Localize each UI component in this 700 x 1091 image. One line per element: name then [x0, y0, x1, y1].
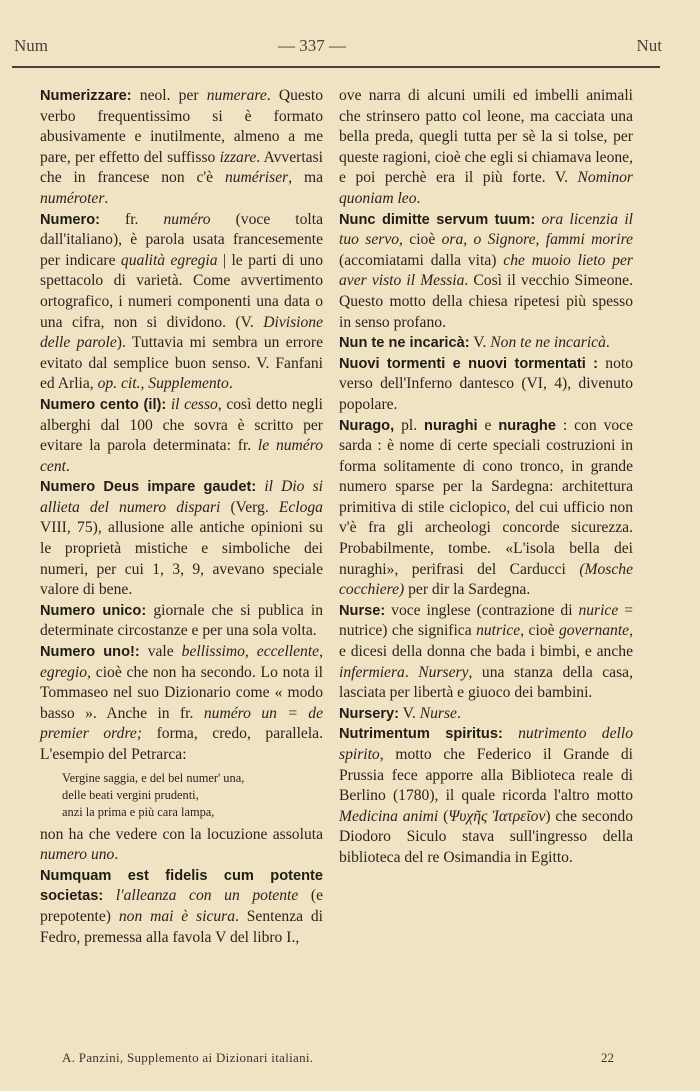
italic-text: Ecloga	[278, 498, 323, 516]
italic-text: bellissimo, eccellente, egregio	[40, 643, 323, 681]
header-rule	[12, 66, 660, 68]
italic-text: Nominor quoniam leo	[339, 169, 633, 207]
italic-text: Ψυχῆς Ἰατρεῖον	[448, 807, 546, 825]
italic-text: Nursery	[418, 663, 469, 681]
italic-text: qualità egregia	[120, 251, 218, 269]
italic-text: numerare	[206, 87, 267, 104]
verse-line: anzi la prima e più cara lampa,	[62, 804, 215, 819]
italic-text: izzare	[219, 148, 257, 166]
italic-text: governante	[558, 622, 630, 640]
entry-headword: Numero uno!:	[40, 644, 140, 661]
dictionary-entry: Numquam est fidelis cum potente societas: l'alleanza con un potente (e prepotente) non mai è sicura. Sentenza di Fedro, premessa alla favola V del libro I.,	[40, 867, 324, 946]
italic-text: nutrice	[476, 622, 521, 640]
dictionary-entry: Nunc dimitte servum tuum: ora licenzia il tuo servo, cioè ora, o Signore, fammi morire (accomiatami dalla vita) che muoio lieto per aver visto il Messia. Così il vecchio Simeone. Questo motto della chiesa ripetesi più spesso in senso profano.	[339, 210, 633, 331]
entry-headword: Nutrimentum spiritus:	[339, 726, 503, 743]
italic-text: non mai è sicura	[118, 907, 236, 925]
header-left-guide-word: Num	[14, 36, 48, 55]
italic-text: ora, o Signore, fammi morire	[441, 231, 633, 249]
dictionary-entry: Numero: fr. numéro (voce tolta dall'italiano), è parola usata francesemente per indicare qualità egregia | le parti di uno spettacolo di varietà. Come avvertimento ortografico, i numeri componenti una data o una cifra, non si dividono. (V. Divisione delle parole). Tuttavia mi sembra un errore evitato dal semplice buon senso. V. Fanfani ed Arlia, op. cit., Supplemento.	[40, 210, 323, 393]
running-header	[0, 36, 700, 60]
italic-text: numéro un = de premier ordre;	[40, 704, 324, 743]
right-column	[339, 86, 633, 869]
italic-text: numéroter	[40, 189, 105, 207]
bold-term: nuraghe	[498, 417, 556, 434]
entry-headword: Numquam est fidelis cum potente societas:	[40, 867, 323, 905]
left-column	[40, 86, 323, 948]
dictionary-entry: Nutrimentum spiritus: nutrimento dello spirito, motto che Federico il Grande di Prussia fece apporre alla Biblioteca reale di Berlino (1780), il quale ricorda l'altro motto Medicina animi (Ψυχῆς Ἰατρεῖον) che secondo Diodoro Siculo stava sull'ingresso della biblioteca del re Osimandia in Egitto.	[339, 725, 634, 866]
dictionary-entry: Numerizzare: neol. per numerare. Questo verbo frequentissimo si è formato abusivamente e inutilmente, almeno a me pare, per effetto del suffisso izzare. Avvertasi che in francese non c'è numériser, ma numéroter.	[40, 87, 323, 207]
petrarca-verse-quote	[40, 770, 323, 821]
entry-headword: Nunc dimitte servum tuum:	[339, 211, 536, 228]
header-right-guide-word: Nut	[636, 36, 662, 55]
page-number: — 337 —	[278, 36, 346, 55]
italic-text: il cesso	[170, 395, 218, 413]
dictionary-entry: Nursery: V. Nurse.	[339, 704, 461, 722]
footer-signature-number: 22	[601, 1050, 614, 1065]
dictionary-entry: Nurse: voce inglese (contrazione di nurice = nutrice) che significa nutrice, cioè governante, e dicesi della donna che bada i bimbi, e anche infermiera. Nursery, una stanza della casa, lasciata per libertà e giuoco dei bambini.	[339, 601, 633, 702]
bold-term: nuraghi	[424, 417, 478, 434]
italic-text: le numéro cent	[40, 437, 324, 475]
entry-headword: Numero unico:	[40, 602, 147, 619]
italic-text: nurice	[578, 601, 619, 619]
dictionary-entry: Numero unico: giornale che si publica in determinate circostanze e per una sola volta.	[40, 601, 323, 640]
entry-continuation: ove narra di alcuni umili ed imbelli animali che strinsero patto col leone, ma cacciata una bella preda, quegli tutta per sè la si tolse, per queste ragioni, cioè che egli si chiamava leone, e poi perchè era il più forte. V. Nominor quoniam leo.	[339, 87, 633, 207]
verse-line: Vergine saggia, e del bel numer' una,	[62, 770, 245, 785]
entry-headword: Nurago,	[339, 417, 395, 434]
dictionary-entry: Nurago, pl. nuraghi e nuraghe : con voce sarda : è nome di certe speciali costruzioni in forma solitamente di cono tronco, in grande numero sparse per la Sardegna: architettura primitiva di stile ciclopico, del cui ufficio non v'è fra gli archeologi concorde sicurezza. Probabilmente, tombe. «L'isola bella dei nuraghi», perifrasi del Carducci (Mosche cocchiere) per dir la Sardegna.	[339, 416, 634, 599]
dictionary-entry: Nun te ne incaricà: V. Non te ne incaricà.	[339, 334, 610, 352]
dictionary-entry: Numero uno!: vale bellissimo, eccellente, egregio, cioè che non ha secondo. Lo nota il Tommaseo nel suo Dizionario come « modo basso ». Anche in fr. numéro un = de premier ordre; forma, credo, parallela. L'esempio del Petrarca:	[40, 643, 324, 763]
italic-text: il Dio si allieta del numero dispari	[40, 478, 323, 516]
verse-continuation: non ha che vedere con la locuzione assoluta numero uno.	[40, 825, 323, 864]
italic-text: Medicina animi	[339, 807, 439, 825]
dictionary-entry: Numero Deus impare gaudet: il Dio si allieta del numero dispari (Verg. Ecloga VIII, 75), allusione alle antiche opinioni su le proprietà mistiche e simboliche dei numeri, per cui 1, 3, 9, avevano speciale valore di bene.	[40, 478, 323, 599]
entry-headword: Nuovi tormenti e nuovi tormentati :	[339, 355, 599, 372]
italic-text: numero uno	[40, 846, 115, 864]
italic-text: Non te ne incaricà	[490, 334, 606, 352]
italic-text: (Mosche cocchiere)	[339, 560, 633, 599]
italic-text: nutrimento dello spirito	[339, 725, 633, 763]
entry-headword: Numero cento (il):	[40, 396, 167, 413]
italic-text: numériser	[224, 169, 289, 187]
italic-text: Nurse	[419, 704, 457, 722]
entry-headword: Numero Deus impare gaudet:	[40, 479, 257, 496]
verse-line: delle beati vergini prudenti,	[62, 787, 199, 802]
entry-headword: Nun te ne incaricà:	[339, 335, 470, 352]
entry-headword: Nursery:	[339, 705, 400, 722]
italic-text: Divisione delle parole	[40, 313, 323, 352]
italic-text: infermiera	[339, 663, 405, 681]
italic-text: ora licenzia il tuo servo	[339, 210, 633, 249]
footer-book-title: A. Panzini, Supplemento ai Dizionari italiani.	[62, 1050, 314, 1065]
entry-headword: Nurse:	[339, 602, 386, 619]
entry-headword: Numero:	[40, 211, 100, 228]
italic-text: che muoio lieto per aver visto il Messia	[339, 251, 633, 290]
italic-text: l'alleanza con un potente	[115, 887, 299, 905]
italic-text: numéro	[163, 210, 211, 228]
dictionary-entry: Numero cento (il): il cesso, così detto negli alberghi dal 100 che sovra è scritto per evitare la parola determinata: fr. le numéro cent.	[40, 395, 324, 475]
dictionary-entry: Nuovi tormenti e nuovi tormentati : noto verso dell'Inferno dantesco (VI, 4), divenuto popolare.	[339, 354, 633, 413]
entry-headword: Numerizzare:	[40, 88, 132, 104]
italic-text: op. cit., Supplemento	[97, 375, 229, 393]
